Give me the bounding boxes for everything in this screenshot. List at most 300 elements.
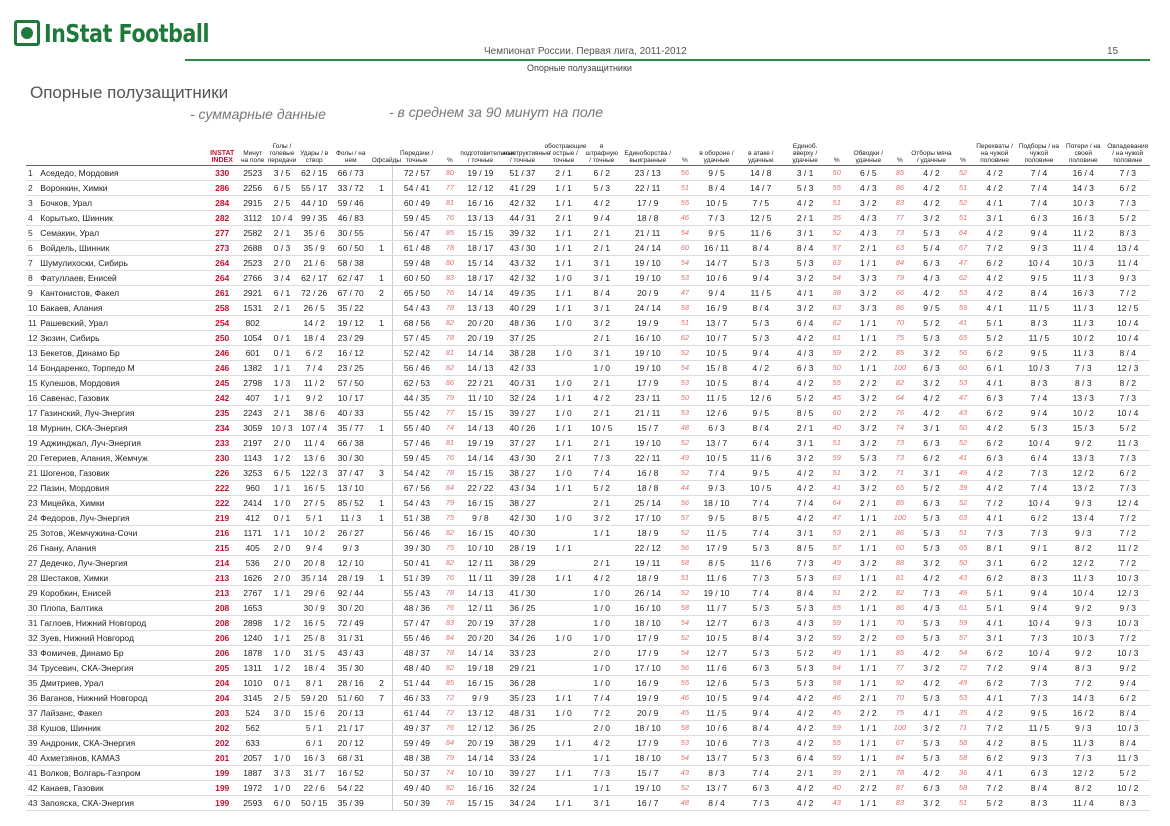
cell-recoveries: 7 / 3 (1017, 691, 1061, 706)
cell-fouls-suffered: 16 / 52 (331, 766, 371, 781)
cell-minutes: 524 (239, 706, 267, 721)
cell-air-duels: 4 / 2 (783, 706, 827, 721)
cell-goals-assists: 2 / 0 (267, 556, 298, 571)
cell-shots-on-target: 18 / 4 (298, 331, 331, 346)
cell-att-duels: 14 / 7 (739, 181, 783, 196)
cell-dribble-pct: 84 (890, 256, 909, 271)
cell-duels-won: 25 / 14 (620, 496, 675, 511)
cell-air-pct: 49 (827, 556, 846, 571)
cell-losses: 10 / 3 (1061, 196, 1105, 211)
cell-shots-on-target: 11 / 4 (298, 436, 331, 451)
cell-passes-accurate: 49 / 40 (393, 781, 441, 796)
table-header-row (26, 140, 1150, 166)
table-row (26, 406, 1150, 421)
cell-constructive-passes: 34 / 24 (501, 796, 543, 811)
cell-air-pct: 40 (827, 781, 846, 796)
table-row (26, 451, 1150, 466)
cell-losses: 13 / 4 (1061, 511, 1105, 526)
cell-att-duels: 9 / 5 (739, 466, 783, 481)
cell-passes-accurate: 44 / 35 (393, 391, 441, 406)
cell-sharp-passes: 1 / 0 (544, 271, 584, 286)
cell-tackles: 3 / 2 (909, 346, 953, 361)
cell-losses: 10 / 2 (1061, 331, 1105, 346)
cell-losses: 8 / 3 (1061, 661, 1105, 676)
cell-def-duels: 12 / 6 (694, 676, 738, 691)
cell-row-number: 24 (26, 511, 39, 526)
cell-row-number: 34 (26, 661, 39, 676)
cell-air-pct: 62 (827, 316, 846, 331)
cell-passes-accurate: 51 / 38 (393, 511, 441, 526)
cell-def-duels: 9 / 5 (694, 166, 738, 181)
cell-duels-pct: 52 (675, 526, 694, 541)
cell-air-pct: 61 (827, 331, 846, 346)
col-header-minutes: Минут на поле (240, 150, 265, 164)
players-stats-table (26, 140, 1150, 811)
cell-air-pct: 60 (827, 406, 846, 421)
cell-duels-won: 18 / 10 (620, 616, 675, 631)
cell-recoveries: 8 / 3 (1017, 376, 1061, 391)
logo-mark-icon (14, 20, 40, 46)
cell-recoveries: 11 / 5 (1017, 331, 1061, 346)
cell-row-number: 20 (26, 451, 39, 466)
cell-def-duels: 10 / 6 (694, 721, 738, 736)
cell-duels-won: 17 / 9 (620, 376, 675, 391)
cell-duels-pct: 56 (675, 541, 694, 556)
cell-sharp-passes: 1 / 1 (544, 421, 584, 436)
cell-instat-index: 277 (206, 226, 239, 241)
cell-dribble-pct: 73 (890, 451, 909, 466)
cell-prep-passes: 15 / 15 (459, 226, 501, 241)
cell-recoveries: 8 / 3 (1017, 571, 1061, 586)
table-row (26, 706, 1150, 721)
cell-constructive-passes: 48 / 36 (501, 316, 543, 331)
cell-air-pct: 58 (827, 676, 846, 691)
table-row (26, 766, 1150, 781)
cell-air-pct: 59 (827, 631, 846, 646)
cell-fouls-suffered: 59 / 46 (331, 196, 371, 211)
cell-goals-assists: 3 / 3 (267, 766, 298, 781)
cell-minutes: 1382 (239, 361, 267, 376)
cell-dribble-pct: 70 (890, 616, 909, 631)
cell-box-passes: 4 / 2 (583, 736, 620, 751)
cell-passes-accurate: 55 / 40 (393, 421, 441, 436)
cell-losses: 8 / 2 (1061, 541, 1105, 556)
cell-tackle-pct: 49 (954, 586, 973, 601)
cell-minutes: 3145 (239, 691, 267, 706)
cell-duels-won: 18 / 10 (620, 751, 675, 766)
cell-box-passes: 1 / 0 (583, 661, 620, 676)
cell-instat-index: 282 (206, 211, 239, 226)
table-row (26, 361, 1150, 376)
cell-fouls-suffered: 62 / 47 (331, 271, 371, 286)
cell-offsides (371, 556, 393, 571)
cell-possessions: 10 / 3 (1105, 616, 1150, 631)
cell-fouls-suffered: 68 / 31 (331, 751, 371, 766)
cell-row-number: 7 (26, 256, 39, 271)
cell-dribble-pct: 87 (890, 781, 909, 796)
cell-offsides (371, 601, 393, 616)
cell-goals-assists: 2 / 0 (267, 436, 298, 451)
cell-air-pct: 35 (827, 211, 846, 226)
cell-interceptions: 5 / 2 (972, 796, 1016, 811)
cell-tackles: 7 / 3 (909, 586, 953, 601)
cell-goals-assists: 1 / 0 (267, 496, 298, 511)
cell-possessions: 11 / 2 (1105, 541, 1150, 556)
cell-dribbles: 1 / 1 (846, 676, 890, 691)
cell-player-name: Ваганов, Нижний Новгород (39, 691, 205, 706)
cell-tackle-pct: 64 (954, 226, 973, 241)
cell-minutes: 3112 (239, 211, 267, 226)
cell-tackle-pct: 52 (954, 196, 973, 211)
cell-fouls-suffered: 28 / 16 (331, 676, 371, 691)
cell-pass-pct: 85 (441, 226, 460, 241)
cell-sharp-passes: 1 / 1 (544, 181, 584, 196)
cell-dribble-pct: 86 (890, 181, 909, 196)
cell-air-duels: 4 / 2 (783, 511, 827, 526)
cell-recoveries: 10 / 4 (1017, 436, 1061, 451)
cell-dribble-pct: 85 (890, 646, 909, 661)
cell-tackles: 4 / 2 (909, 571, 953, 586)
cell-goals-assists: 10 / 4 (267, 211, 298, 226)
cell-row-number: 30 (26, 601, 39, 616)
cell-pass-pct: 82 (441, 556, 460, 571)
cell-duels-won: 20 / 9 (620, 706, 675, 721)
cell-possessions: 7 / 2 (1105, 631, 1150, 646)
cell-minutes: 1531 (239, 301, 267, 316)
header-title: Чемпионат России. Первая лига, 2011-2012 (484, 46, 687, 57)
cell-passes-accurate: 39 / 30 (393, 541, 441, 556)
cell-dribbles: 1 / 1 (846, 571, 890, 586)
cell-passes-accurate: 60 / 50 (393, 271, 441, 286)
cell-possessions: 7 / 2 (1105, 556, 1150, 571)
cell-sharp-passes (544, 526, 584, 541)
cell-def-duels: 10 / 5 (694, 346, 738, 361)
col-header-recoveries: Подборы / на чужой половине (1018, 143, 1060, 164)
cell-box-passes: 4 / 2 (583, 571, 620, 586)
cell-dribbles: 5 / 3 (846, 451, 890, 466)
cell-air-duels: 4 / 2 (783, 796, 827, 811)
cell-tackle-pct: 58 (954, 751, 973, 766)
cell-recoveries: 10 / 4 (1017, 496, 1061, 511)
cell-player-name: Ахметзянов, КАМАЗ (39, 751, 205, 766)
cell-prep-passes: 22 / 22 (459, 481, 501, 496)
cell-instat-index: 246 (206, 346, 239, 361)
cell-goals-assists: 2 / 0 (267, 541, 298, 556)
cell-row-number: 13 (26, 346, 39, 361)
cell-box-passes: 7 / 2 (583, 706, 620, 721)
cell-row-number: 23 (26, 496, 39, 511)
cell-shots-on-target: 16 / 5 (298, 481, 331, 496)
cell-row-number: 10 (26, 301, 39, 316)
cell-constructive-passes: 38 / 29 (501, 556, 543, 571)
cell-shots-on-target: 20 / 8 (298, 556, 331, 571)
cell-instat-index: 216 (206, 526, 239, 541)
cell-minutes: 1010 (239, 676, 267, 691)
cell-passes-accurate: 68 / 56 (393, 316, 441, 331)
cell-minutes: 2766 (239, 271, 267, 286)
cell-passes-accurate: 72 / 57 (393, 166, 441, 181)
cell-goals-assists: 2 / 1 (267, 406, 298, 421)
cell-duels-won: 15 / 7 (620, 766, 675, 781)
cell-duels-won: 17 / 9 (620, 736, 675, 751)
cell-pass-pct: 82 (441, 316, 460, 331)
cell-fouls-suffered: 9 / 3 (331, 541, 371, 556)
cell-air-duels: 6 / 4 (783, 316, 827, 331)
cell-dribble-pct: 70 (890, 316, 909, 331)
cell-tackle-pct: 72 (954, 661, 973, 676)
cell-air-duels: 7 / 3 (783, 556, 827, 571)
cell-instat-index: 199 (206, 796, 239, 811)
cell-duels-won: 19 / 9 (620, 691, 675, 706)
cell-duels-pct: 49 (675, 451, 694, 466)
cell-minutes: 2256 (239, 181, 267, 196)
cell-pass-pct: 77 (441, 181, 460, 196)
cell-tackle-pct: 58 (954, 781, 973, 796)
cell-sharp-passes (544, 661, 584, 676)
cell-def-duels: 13 / 7 (694, 316, 738, 331)
cell-minutes: 1878 (239, 646, 267, 661)
cell-duels-pct: 55 (675, 196, 694, 211)
cell-recoveries: 7 / 4 (1017, 391, 1061, 406)
cell-sharp-passes (544, 496, 584, 511)
cell-box-passes: 8 / 4 (583, 286, 620, 301)
cell-minutes: 1653 (239, 601, 267, 616)
cell-def-duels: 10 / 5 (694, 376, 738, 391)
cell-tackles: 3 / 2 (909, 721, 953, 736)
cell-instat-index: 199 (206, 781, 239, 796)
cell-tackle-pct: 47 (954, 256, 973, 271)
table-row (26, 616, 1150, 631)
cell-tackle-pct: 54 (954, 646, 973, 661)
cell-def-duels: 10 / 6 (694, 271, 738, 286)
cell-offsides (371, 196, 393, 211)
cell-prep-passes: 13 / 12 (459, 706, 501, 721)
cell-row-number: 36 (26, 691, 39, 706)
cell-duels-won: 23 / 11 (620, 391, 675, 406)
cell-air-pct: 39 (827, 766, 846, 781)
cell-air-pct: 50 (827, 361, 846, 376)
cell-prep-passes: 14 / 13 (459, 586, 501, 601)
cell-losses: 10 / 3 (1061, 256, 1105, 271)
cell-sharp-passes: 1 / 1 (544, 196, 584, 211)
cell-minutes: 412 (239, 511, 267, 526)
cell-sharp-passes: 1 / 0 (544, 631, 584, 646)
cell-constructive-passes: 40 / 31 (501, 376, 543, 391)
cell-passes-accurate: 50 / 41 (393, 556, 441, 571)
cell-def-duels: 14 / 7 (694, 256, 738, 271)
cell-goals-assists: 2 / 5 (267, 196, 298, 211)
cell-interceptions: 4 / 2 (972, 481, 1016, 496)
cell-duels-pct: 58 (675, 601, 694, 616)
cell-tackle-pct: 51 (954, 526, 973, 541)
cell-box-passes: 2 / 0 (583, 721, 620, 736)
cell-pass-pct: 79 (441, 751, 460, 766)
cell-dribble-pct: 70 (890, 691, 909, 706)
cell-instat-index: 206 (206, 646, 239, 661)
cell-offsides: 3 (371, 466, 393, 481)
cell-constructive-passes: 34 / 26 (501, 631, 543, 646)
col-header-att-duels: в атаке / удачные (748, 150, 774, 164)
cell-dribbles: 3 / 2 (846, 196, 890, 211)
col-header-duels-pct: % (681, 157, 688, 164)
cell-tackle-pct: 53 (954, 691, 973, 706)
cell-dribbles: 1 / 1 (846, 796, 890, 811)
table-row (26, 466, 1150, 481)
cell-fouls-suffered: 46 / 83 (331, 211, 371, 226)
cell-prep-passes: 14 / 14 (459, 646, 501, 661)
cell-duels-pct: 44 (675, 481, 694, 496)
cell-row-number: 29 (26, 586, 39, 601)
cell-sharp-passes (544, 331, 584, 346)
cell-air-duels: 5 / 3 (783, 676, 827, 691)
cell-row-number: 35 (26, 676, 39, 691)
cell-passes-accurate: 60 / 49 (393, 196, 441, 211)
cell-offsides: 2 (371, 286, 393, 301)
cell-tackle-pct: 47 (954, 391, 973, 406)
cell-prep-passes: 19 / 19 (459, 436, 501, 451)
table-body (26, 166, 1150, 811)
cell-passes-accurate: 59 / 45 (393, 211, 441, 226)
cell-dribbles: 2 / 1 (846, 526, 890, 541)
cell-recoveries: 9 / 3 (1017, 241, 1061, 256)
cell-air-pct: 40 (827, 421, 846, 436)
cell-att-duels: 7 / 3 (739, 736, 783, 751)
cell-att-duels: 7 / 4 (739, 526, 783, 541)
cell-goals-assists: 2 / 0 (267, 571, 298, 586)
cell-duels-won: 19 / 11 (620, 556, 675, 571)
cell-player-name: Фомичев, Динамо Бр (39, 646, 205, 661)
cell-constructive-passes: 29 / 21 (501, 661, 543, 676)
cell-constructive-passes: 40 / 29 (501, 301, 543, 316)
cell-air-pct: 57 (827, 541, 846, 556)
cell-def-duels: 10 / 5 (694, 631, 738, 646)
cell-prep-passes: 15 / 15 (459, 406, 501, 421)
cell-air-duels: 8 / 4 (783, 586, 827, 601)
cell-dribble-pct: 83 (890, 796, 909, 811)
cell-att-duels: 12 / 5 (739, 211, 783, 226)
cell-losses: 12 / 2 (1061, 556, 1105, 571)
cell-dribble-pct: 71 (890, 466, 909, 481)
cell-constructive-passes: 35 / 23 (501, 691, 543, 706)
cell-minutes: 2523 (239, 166, 267, 181)
cell-att-duels: 8 / 4 (739, 301, 783, 316)
cell-tackle-pct: 35 (954, 706, 973, 721)
cell-instat-index: 214 (206, 556, 239, 571)
cell-shots-on-target: 31 / 7 (298, 766, 331, 781)
cell-player-name: Дедечко, Луч-Энергия (39, 556, 205, 571)
cell-sharp-passes (544, 616, 584, 631)
cell-pass-pct: 85 (441, 676, 460, 691)
cell-shots-on-target: 14 / 2 (298, 316, 331, 331)
cell-recoveries: 9 / 3 (1017, 751, 1061, 766)
cell-att-duels: 5 / 3 (739, 541, 783, 556)
cell-prep-passes: 18 / 17 (459, 241, 501, 256)
cell-duels-won: 18 / 9 (620, 526, 675, 541)
cell-losses: 11 / 3 (1061, 571, 1105, 586)
cell-dribbles: 1 / 1 (846, 601, 890, 616)
cell-dribbles: 4 / 3 (846, 226, 890, 241)
cell-offsides (371, 361, 393, 376)
cell-dribbles: 3 / 2 (846, 391, 890, 406)
cell-losses: 7 / 3 (1061, 751, 1105, 766)
cell-dribble-pct: 75 (890, 331, 909, 346)
cell-losses: 14 / 3 (1061, 181, 1105, 196)
cell-pass-pct: 81 (441, 196, 460, 211)
cell-pass-pct: 76 (441, 601, 460, 616)
cell-dribble-pct: 64 (890, 391, 909, 406)
cell-air-pct: 52 (827, 226, 846, 241)
cell-duels-pct: 55 (675, 676, 694, 691)
cell-att-duels: 8 / 4 (739, 721, 783, 736)
cell-def-duels: 10 / 5 (694, 451, 738, 466)
cell-player-name: Воронкин, Химки (39, 181, 205, 196)
cell-air-pct: 51 (827, 466, 846, 481)
cell-tackle-pct: 51 (954, 796, 973, 811)
cell-constructive-passes: 43 / 30 (501, 241, 543, 256)
cell-row-number: 37 (26, 706, 39, 721)
cell-tackle-pct: 39 (954, 481, 973, 496)
cell-air-pct: 53 (827, 526, 846, 541)
cell-duels-pct: 47 (675, 286, 694, 301)
cell-tackles: 5 / 3 (909, 541, 953, 556)
cell-box-passes: 1 / 0 (583, 601, 620, 616)
cell-interceptions: 4 / 2 (972, 226, 1016, 241)
cell-interceptions: 5 / 1 (972, 601, 1016, 616)
cell-instat-index: 233 (206, 436, 239, 451)
cell-duels-won: 15 / 7 (620, 421, 675, 436)
cell-row-number: 39 (26, 736, 39, 751)
cell-pass-pct: 83 (441, 271, 460, 286)
cell-constructive-passes: 43 / 32 (501, 256, 543, 271)
cell-pass-pct: 78 (441, 646, 460, 661)
cell-interceptions: 3 / 1 (972, 556, 1016, 571)
cell-minutes: 2688 (239, 241, 267, 256)
cell-player-name: Бочков, Урал (39, 196, 205, 211)
cell-air-pct: 65 (827, 601, 846, 616)
cell-row-number: 9 (26, 286, 39, 301)
cell-dribbles: 1 / 1 (846, 736, 890, 751)
cell-interceptions: 6 / 3 (972, 391, 1016, 406)
cell-fouls-suffered: 58 / 38 (331, 256, 371, 271)
cell-air-duels: 8 / 5 (783, 541, 827, 556)
cell-instat-index: 213 (206, 571, 239, 586)
cell-prep-passes: 20 / 19 (459, 331, 501, 346)
cell-possessions: 12 / 5 (1105, 301, 1150, 316)
cell-duels-won: 23 / 13 (620, 166, 675, 181)
cell-dribble-pct: 84 (890, 751, 909, 766)
cell-row-number: 21 (26, 466, 39, 481)
cell-duels-won: 17 / 9 (620, 196, 675, 211)
table-row (26, 691, 1150, 706)
cell-recoveries: 6 / 4 (1017, 451, 1061, 466)
cell-constructive-passes: 32 / 24 (501, 391, 543, 406)
cell-passes-accurate: 51 / 39 (393, 571, 441, 586)
cell-box-passes: 6 / 2 (583, 166, 620, 181)
cell-def-duels: 8 / 5 (694, 556, 738, 571)
cell-recoveries: 10 / 4 (1017, 256, 1061, 271)
cell-recoveries: 9 / 4 (1017, 601, 1061, 616)
cell-prep-passes: 12 / 11 (459, 601, 501, 616)
cell-player-name: Кулешов, Мордовия (39, 376, 205, 391)
cell-tackles: 5 / 2 (909, 316, 953, 331)
table-row (26, 496, 1150, 511)
cell-interceptions: 7 / 2 (972, 661, 1016, 676)
cell-recoveries: 7 / 4 (1017, 181, 1061, 196)
cell-shots-on-target: 27 / 5 (298, 496, 331, 511)
cell-passes-accurate: 62 / 53 (393, 376, 441, 391)
cell-instat-index: 204 (206, 691, 239, 706)
table-row (26, 316, 1150, 331)
